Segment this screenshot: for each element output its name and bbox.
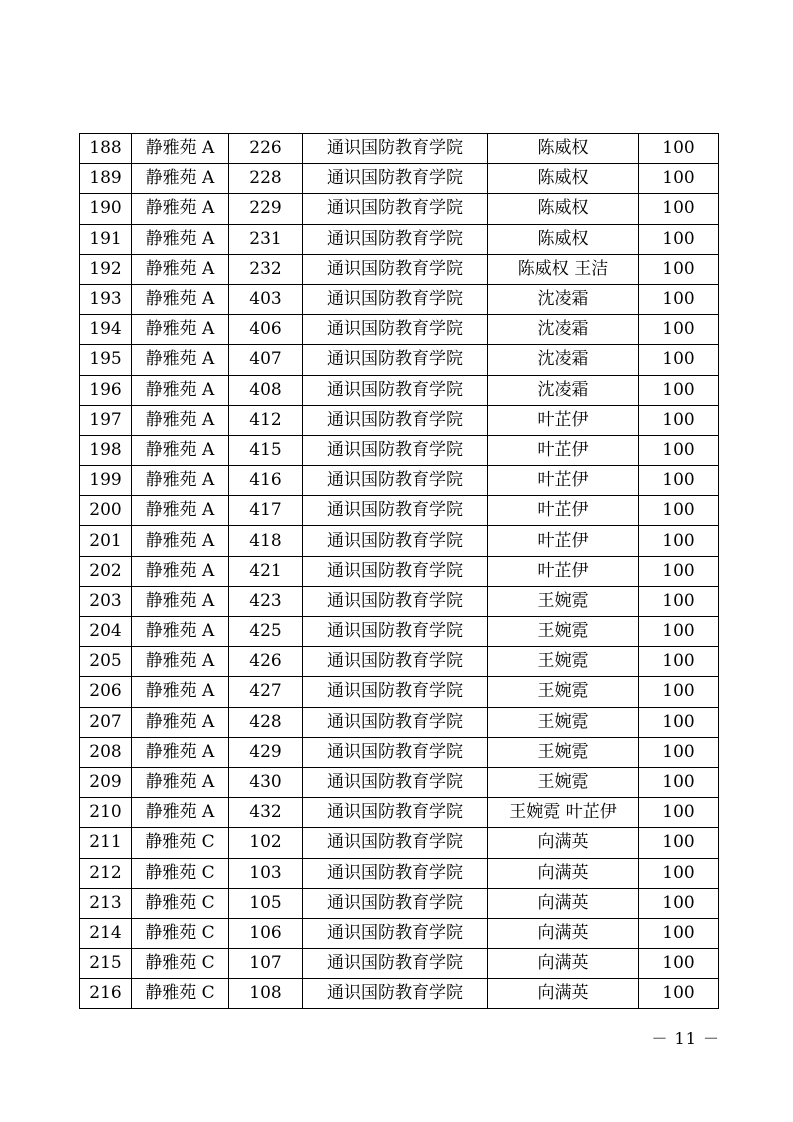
score-cell: 100 [639,435,719,465]
teacher-cell: 向满英 [488,979,639,1009]
score-cell: 100 [639,858,719,888]
table-row [80,345,719,375]
building-cell: 静雅苑 C [132,949,229,979]
table-row [80,435,719,465]
teacher-cell: 叶芷伊 [488,466,639,496]
score-cell: 100 [639,224,719,254]
college-cell: 通识国防教育学院 [303,315,488,345]
room-cell: 425 [229,617,303,647]
table-row [80,647,719,677]
room-cell: 403 [229,284,303,314]
room-cell: 412 [229,405,303,435]
room-cell: 102 [229,828,303,858]
building-cell: 静雅苑 A [132,375,229,405]
score-cell: 100 [639,556,719,586]
room-cell: 105 [229,888,303,918]
college-cell: 通识国防教育学院 [303,194,488,224]
row-number-cell: 212 [80,858,132,888]
room-cell: 416 [229,466,303,496]
building-cell: 静雅苑 A [132,405,229,435]
table-row [80,284,719,314]
row-number-cell: 207 [80,707,132,737]
table-row [80,405,719,435]
building-cell: 静雅苑 A [132,496,229,526]
building-cell: 静雅苑 A [132,586,229,616]
score-cell: 100 [639,979,719,1009]
room-cell: 232 [229,254,303,284]
building-cell: 静雅苑 A [132,254,229,284]
college-cell: 通识国防教育学院 [303,737,488,767]
score-cell: 100 [639,345,719,375]
teacher-cell: 王婉霓 [488,586,639,616]
college-cell: 通识国防教育学院 [303,405,488,435]
teacher-cell: 叶芷伊 [488,435,639,465]
table-row [80,586,719,616]
teacher-cell: 陈威权 [488,194,639,224]
building-cell: 静雅苑 A [132,647,229,677]
building-cell: 静雅苑 C [132,828,229,858]
table-row [80,496,719,526]
college-cell: 通识国防教育学院 [303,828,488,858]
room-cell: 103 [229,858,303,888]
building-cell: 静雅苑 C [132,858,229,888]
room-cell: 108 [229,979,303,1009]
room-cell: 408 [229,375,303,405]
teacher-cell: 陈威权 [488,164,639,194]
teacher-cell: 向满英 [488,858,639,888]
building-cell: 静雅苑 C [132,888,229,918]
row-number-cell: 216 [80,979,132,1009]
teacher-cell: 向满英 [488,828,639,858]
table-row [80,556,719,586]
college-cell: 通识国防教育学院 [303,707,488,737]
building-cell: 静雅苑 A [132,345,229,375]
room-cell: 228 [229,164,303,194]
room-cell: 432 [229,798,303,828]
building-cell: 静雅苑 A [132,435,229,465]
table-row [80,737,719,767]
row-number-cell: 210 [80,798,132,828]
table-row [80,315,719,345]
table-row [80,918,719,948]
table-row [80,767,719,797]
college-cell: 通识国防教育学院 [303,134,488,164]
table-row [80,858,719,888]
page-number: － 11 － [651,1029,720,1048]
college-cell: 通识国防教育学院 [303,888,488,918]
row-number-cell: 206 [80,677,132,707]
row-number-cell: 196 [80,375,132,405]
room-cell: 229 [229,194,303,224]
score-cell: 100 [639,707,719,737]
table-row [80,224,719,254]
building-cell: 静雅苑 A [132,737,229,767]
score-cell: 100 [639,466,719,496]
score-cell: 100 [639,526,719,556]
building-cell: 静雅苑 A [132,284,229,314]
college-cell: 通识国防教育学院 [303,677,488,707]
teacher-cell: 王婉霓 [488,617,639,647]
building-cell: 静雅苑 A [132,224,229,254]
teacher-cell: 叶芷伊 [488,526,639,556]
college-cell: 通识国防教育学院 [303,979,488,1009]
row-number-cell: 202 [80,556,132,586]
row-number-cell: 192 [80,254,132,284]
teacher-cell: 沈凌霜 [488,345,639,375]
score-cell: 100 [639,767,719,797]
score-cell: 100 [639,586,719,616]
room-cell: 426 [229,647,303,677]
teacher-cell: 王婉霓 [488,767,639,797]
table-row [80,888,719,918]
college-cell: 通识国防教育学院 [303,254,488,284]
row-number-cell: 201 [80,526,132,556]
table-row [80,828,719,858]
teacher-cell: 王婉霓 [488,647,639,677]
row-number-cell: 200 [80,496,132,526]
teacher-cell: 王婉霓 [488,707,639,737]
college-cell: 通识国防教育学院 [303,556,488,586]
score-cell: 100 [639,737,719,767]
row-number-cell: 213 [80,888,132,918]
row-number-cell: 194 [80,315,132,345]
building-cell: 静雅苑 A [132,134,229,164]
teacher-cell: 陈威权 [488,224,639,254]
college-cell: 通识国防教育学院 [303,375,488,405]
teacher-cell: 陈威权 王洁 [488,254,639,284]
teacher-cell: 叶芷伊 [488,496,639,526]
room-cell: 430 [229,767,303,797]
table-row [80,134,719,164]
room-cell: 107 [229,949,303,979]
building-cell: 静雅苑 A [132,556,229,586]
building-cell: 静雅苑 A [132,194,229,224]
score-cell: 100 [639,405,719,435]
room-cell: 226 [229,134,303,164]
teacher-cell: 叶芷伊 [488,556,639,586]
building-cell: 静雅苑 A [132,617,229,647]
score-cell: 100 [639,828,719,858]
building-cell: 静雅苑 C [132,979,229,1009]
building-cell: 静雅苑 A [132,526,229,556]
table-row [80,375,719,405]
building-cell: 静雅苑 A [132,767,229,797]
score-cell: 100 [639,164,719,194]
score-cell: 100 [639,375,719,405]
college-cell: 通识国防教育学院 [303,647,488,677]
college-cell: 通识国防教育学院 [303,918,488,948]
room-cell: 429 [229,737,303,767]
college-cell: 通识国防教育学院 [303,617,488,647]
room-cell: 106 [229,918,303,948]
score-cell: 100 [639,284,719,314]
table-row [80,466,719,496]
teacher-cell: 沈凌霜 [488,375,639,405]
row-number-cell: 204 [80,617,132,647]
row-number-cell: 191 [80,224,132,254]
college-cell: 通识国防教育学院 [303,164,488,194]
building-cell: 静雅苑 A [132,707,229,737]
teacher-cell: 向满英 [488,918,639,948]
teacher-cell: 叶芷伊 [488,405,639,435]
teacher-cell: 王婉霓 叶芷伊 [488,798,639,828]
room-cell: 417 [229,496,303,526]
room-cell: 428 [229,707,303,737]
row-number-cell: 195 [80,345,132,375]
score-cell: 100 [639,254,719,284]
building-cell: 静雅苑 A [132,315,229,345]
college-cell: 通识国防教育学院 [303,435,488,465]
score-cell: 100 [639,949,719,979]
building-cell: 静雅苑 A [132,798,229,828]
score-cell: 100 [639,617,719,647]
row-number-cell: 190 [80,194,132,224]
table-row [80,949,719,979]
college-cell: 通识国防教育学院 [303,949,488,979]
room-cell: 423 [229,586,303,616]
building-cell: 静雅苑 C [132,918,229,948]
table-row [80,194,719,224]
room-cell: 427 [229,677,303,707]
teacher-cell: 沈凌霜 [488,315,639,345]
building-cell: 静雅苑 A [132,677,229,707]
row-number-cell: 188 [80,134,132,164]
table-row [80,707,719,737]
row-number-cell: 205 [80,647,132,677]
score-cell: 100 [639,315,719,345]
score-cell: 100 [639,134,719,164]
teacher-cell: 向满英 [488,888,639,918]
score-cell: 100 [639,647,719,677]
row-number-cell: 211 [80,828,132,858]
college-cell: 通识国防教育学院 [303,858,488,888]
room-cell: 415 [229,435,303,465]
row-number-cell: 193 [80,284,132,314]
row-number-cell: 215 [80,949,132,979]
table-row [80,526,719,556]
score-cell: 100 [639,194,719,224]
building-cell: 静雅苑 A [132,466,229,496]
score-cell: 100 [639,888,719,918]
building-cell: 静雅苑 A [132,164,229,194]
teacher-cell: 向满英 [488,949,639,979]
table-row [80,798,719,828]
row-number-cell: 189 [80,164,132,194]
teacher-cell: 王婉霓 [488,677,639,707]
room-cell: 421 [229,556,303,586]
room-cell: 406 [229,315,303,345]
teacher-cell: 王婉霓 [488,737,639,767]
table-body [80,134,719,1009]
college-cell: 通识国防教育学院 [303,496,488,526]
row-number-cell: 208 [80,737,132,767]
college-cell: 通识国防教育学院 [303,466,488,496]
table-row [80,677,719,707]
teacher-cell: 陈威权 [488,134,639,164]
table-row [80,979,719,1009]
row-number-cell: 199 [80,466,132,496]
college-cell: 通识国防教育学院 [303,586,488,616]
row-number-cell: 198 [80,435,132,465]
row-number-cell: 214 [80,918,132,948]
table-row [80,164,719,194]
college-cell: 通识国防教育学院 [303,224,488,254]
room-cell: 418 [229,526,303,556]
room-cell: 231 [229,224,303,254]
college-cell: 通识国防教育学院 [303,767,488,797]
table-row [80,617,719,647]
row-number-cell: 197 [80,405,132,435]
score-cell: 100 [639,798,719,828]
college-cell: 通识国防教育学院 [303,345,488,375]
row-number-cell: 209 [80,767,132,797]
teacher-cell: 沈凌霜 [488,284,639,314]
college-cell: 通识国防教育学院 [303,798,488,828]
college-cell: 通识国防教育学院 [303,526,488,556]
dormitory-score-table [79,133,719,1009]
table-row [80,254,719,284]
score-cell: 100 [639,918,719,948]
score-cell: 100 [639,496,719,526]
score-cell: 100 [639,677,719,707]
room-cell: 407 [229,345,303,375]
row-number-cell: 203 [80,586,132,616]
college-cell: 通识国防教育学院 [303,284,488,314]
